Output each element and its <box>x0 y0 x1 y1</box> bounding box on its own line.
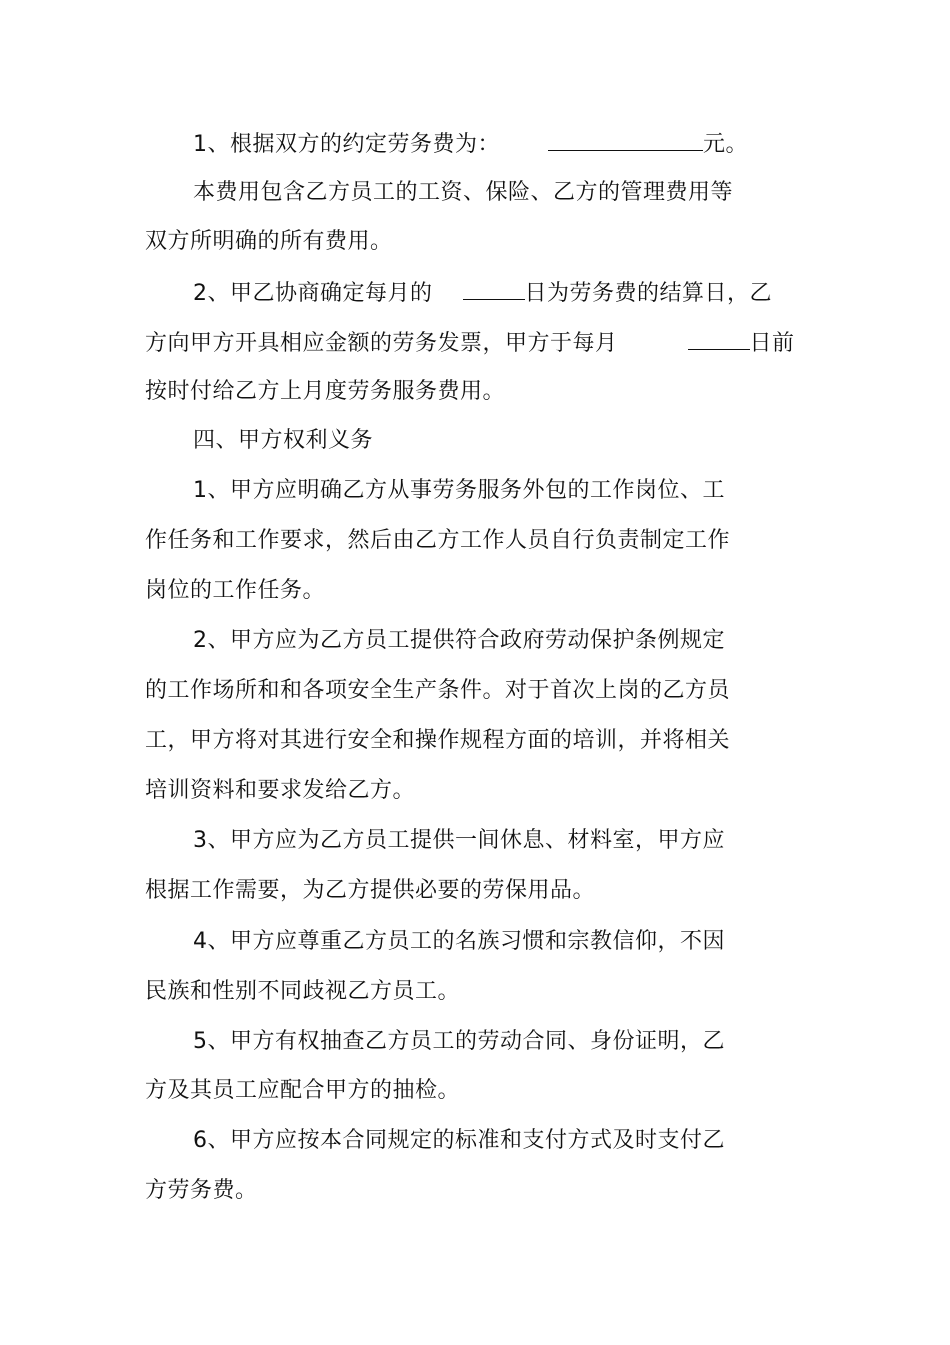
party-a-item2-line3: 工，甲方将对其进行安全和操作规程方面的培训，并将相关 <box>145 728 731 753</box>
fee-includes-line-1: 本费用包含乙方员工的工资、保险、乙方的管理费用等 <box>193 180 734 205</box>
settlement-text-4: 日前 <box>749 331 795 356</box>
settlement-line-2 <box>145 327 795 359</box>
fee-amount-prefix: 1、根据双方的约定劳务费为： <box>193 132 500 157</box>
party-a-item3-line2: 根据工作需要，为乙方提供必要的劳保用品。 <box>145 878 596 903</box>
fee-amount-suffix: 元。 <box>703 132 749 157</box>
settlement-day-blank <box>463 277 525 300</box>
party-a-item5-line1: 5、甲方有权抽查乙方员工的劳动合同、身份证明，乙 <box>193 1029 725 1054</box>
settlement-text-1: 2、甲乙协商确定每月的 <box>193 281 433 306</box>
party-a-item4-line1: 4、甲方应尊重乙方员工的名族习惯和宗教信仰，不因 <box>193 929 725 954</box>
party-a-item5-line2: 方及其员工应配合甲方的抽检。 <box>145 1078 461 1103</box>
party-a-item2-line1: 2、甲方应为乙方员工提供符合政府劳动保护条例规定 <box>193 628 725 653</box>
fee-amount-line <box>193 128 748 160</box>
party-a-item1-line1: 1、甲方应明确乙方从事劳务服务外包的工作岗位、工 <box>193 478 725 503</box>
party-a-item3-line1: 3、甲方应为乙方员工提供一间休息、材料室，甲方应 <box>193 828 725 853</box>
settlement-line-3: 按时付给乙方上月度劳务服务费用。 <box>145 379 506 404</box>
fee-amount-blank <box>548 128 703 151</box>
party-a-item2-line2: 的工作场所和和各项安全生产条件。对于首次上岗的乙方员 <box>145 678 731 703</box>
party-a-item4-line2: 民族和性别不同歧视乙方员工。 <box>145 979 461 1004</box>
fee-includes-line-2: 双方所明确的所有费用。 <box>145 229 393 254</box>
party-a-item6-line1: 6、甲方应按本合同规定的标准和支付方式及时支付乙 <box>193 1128 725 1153</box>
party-a-item1-line2: 作任务和工作要求，然后由乙方工作人员自行负责制定工作 <box>145 528 731 553</box>
settlement-text-3: 方向甲方开具相应金额的劳务发票，甲方于每月 <box>145 331 618 356</box>
section-heading: 四、甲方权利义务 <box>193 428 374 453</box>
party-a-item2-line4: 培训资料和要求发给乙方。 <box>145 778 416 803</box>
party-a-item6-line2: 方劳务费。 <box>145 1178 258 1203</box>
settlement-line-1 <box>193 277 772 309</box>
party-a-item1-line3: 岗位的工作任务。 <box>145 578 326 603</box>
settlement-text-2: 日为劳务费的结算日，乙 <box>524 281 773 306</box>
payment-day-blank <box>688 327 750 350</box>
